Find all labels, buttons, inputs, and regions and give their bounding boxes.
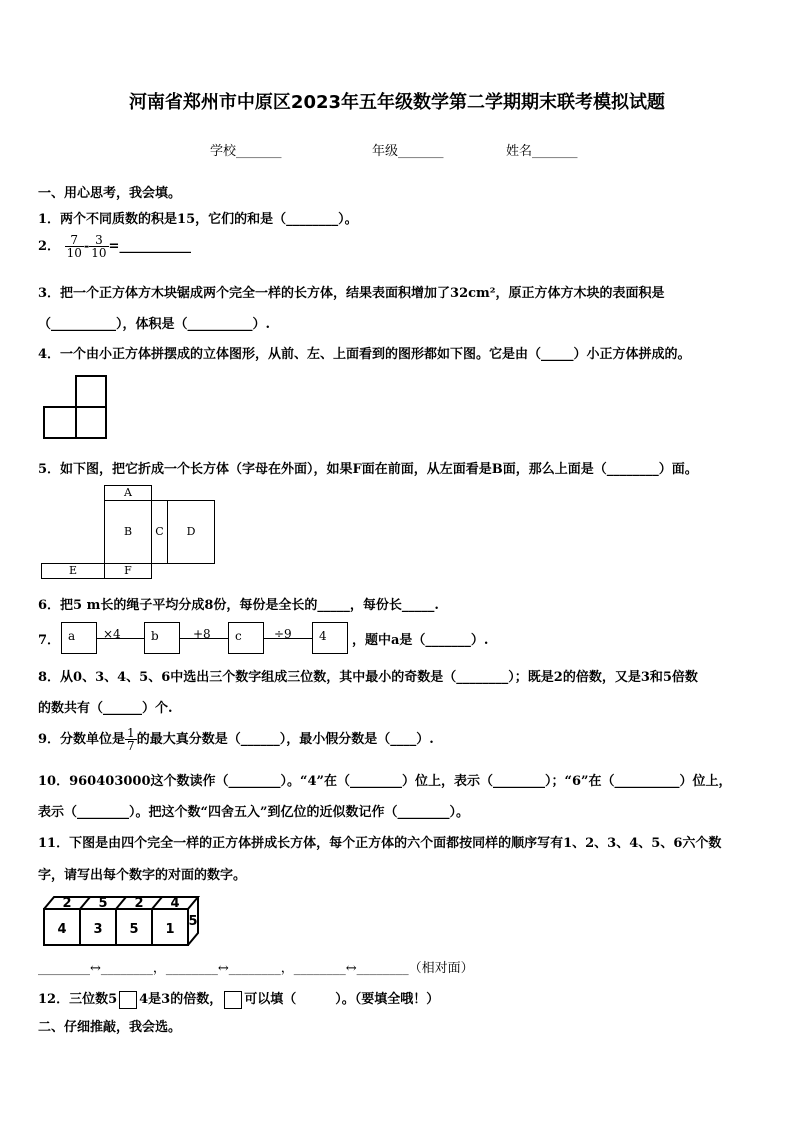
question-2 <box>38 234 191 259</box>
q7-box-b: b <box>144 622 180 654</box>
q2-suffix: =___________ <box>108 239 191 254</box>
q11-top-1: 2 <box>62 896 72 911</box>
question-9 <box>38 727 434 752</box>
q4-square-top <box>75 375 107 408</box>
q11-top-3: 2 <box>134 896 144 911</box>
q12-after: 可以填（ ）。（要填全哦！） <box>244 992 440 1007</box>
q5-face-d: D <box>167 500 215 564</box>
q7-arrow-3 <box>264 638 312 639</box>
q7-arrow-2 <box>180 638 228 639</box>
q11-front-3: 5 <box>129 922 139 937</box>
question-4: 4．一个由小正方体拼摆成的立体图形，从前、左、上面看到的图形都如下图。它是由（_____）小正方体拼成的。 <box>38 347 691 362</box>
question-10-line-1: 10．960403000这个数读作（________）。“4”在（________）位上，表示（________）；“6”在（__________）位上， <box>38 774 732 789</box>
section-2-heading: 二、仔细推敲，我会选。 <box>38 1020 182 1035</box>
q7-box-result: 4 <box>312 622 348 654</box>
q9-prefix: 9．分数单位是 <box>38 732 126 747</box>
question-3-line-2: （__________），体积是（__________）. <box>38 317 271 332</box>
question-8-line-2: 的数共有（______）个. <box>38 701 173 716</box>
page-title: 河南省郑州市中原区2023年五年级数学第二学期期末联考模拟试题 <box>128 92 666 113</box>
q4-square-left <box>43 406 77 439</box>
question-11-answer-line: ________↔________，________↔________，________↔________（相对面） <box>38 961 474 976</box>
q11-top-2: 5 <box>98 896 108 911</box>
q12-blank-box-1 <box>119 991 137 1009</box>
q7-box-a: a <box>61 622 97 654</box>
q2-fraction-a: $\frac{7}{10}$ <box>66 233 82 260</box>
q7-op-1: ×4 <box>103 627 121 641</box>
question-11-line-1: 11．下图是由四个完全一样的正方体拼成长方体，每个正方体的六个面都按同样的顺序写有1、2、3、4、5、6六个数 <box>38 836 722 851</box>
q7-suffix: ，题中a是（_______）. <box>352 633 489 648</box>
question-7-label: 7． <box>38 633 61 648</box>
q5-face-c: C <box>151 500 168 564</box>
q11-top-4: 4 <box>170 896 180 911</box>
q12-middle: 4是3的倍数， <box>139 992 223 1007</box>
q2-minus: - <box>83 239 90 254</box>
question-8-line-1: 8．从0、3、4、5、6中选出三个数字组成三位数，其中最小的奇数是（________）；既是2的倍数，又是3和5倍数 <box>38 670 698 685</box>
q12-prefix: 12．三位数5 <box>38 992 118 1007</box>
q7-box-c: c <box>228 622 264 654</box>
q11-front-1: 4 <box>57 922 67 937</box>
q11-front-2: 3 <box>93 922 103 937</box>
school-field: 学校_______ <box>210 144 282 159</box>
q12-blank-box-2 <box>224 991 242 1009</box>
section-1-heading: 一、用心思考，我会填。 <box>38 186 182 201</box>
q11-side: 5 <box>188 914 198 929</box>
question-5: 5．如下图，把它折成一个长方体（字母在外面），如果F面在前面，从左面看是B面，那么上面是（________）面。 <box>38 462 698 477</box>
q2-fraction-b: $\frac{3}{10}$ <box>91 233 107 260</box>
q7-op-2: +8 <box>193 627 211 641</box>
q11-front-4: 1 <box>165 922 175 937</box>
q5-face-e: E <box>41 563 105 579</box>
q5-face-f: F <box>104 563 152 579</box>
q7-op-3: ÷9 <box>274 627 292 641</box>
question-10-line-2: 表示（________）。把这个数“四舍五入”到亿位的近似数记作（________）。 <box>38 805 469 820</box>
question-3-line-1: 3．把一个正方体方木块锯成两个完全一样的长方体，结果表面积增加了32cm²，原正方体方木块的表面积是 <box>38 286 665 301</box>
q4-square-right <box>75 406 107 439</box>
question-11-line-2: 字，请写出每个数字的对面的数字。 <box>38 868 247 883</box>
name-field: 姓名_______ <box>506 144 578 159</box>
q5-face-a: A <box>104 485 152 501</box>
q9-fraction: $\frac{1}{7}$ <box>127 726 135 753</box>
question-1: 1．两个不同质数的积是15，它们的和是（________）。 <box>38 212 358 227</box>
q9-suffix: 的最大真分数是（______），最小假分数是（____）. <box>136 732 434 747</box>
q11-cube-figure <box>40 893 200 949</box>
q7-arrow-1 <box>97 638 144 639</box>
question-6: 6．把5 m长的绳子平均分成8份，每份是全长的_____，每份长_____. <box>38 598 439 613</box>
grade-field: 年级_______ <box>372 144 444 159</box>
question-12 <box>38 988 439 1009</box>
q2-prefix: 2． <box>38 239 61 254</box>
q5-face-b: B <box>104 500 152 564</box>
